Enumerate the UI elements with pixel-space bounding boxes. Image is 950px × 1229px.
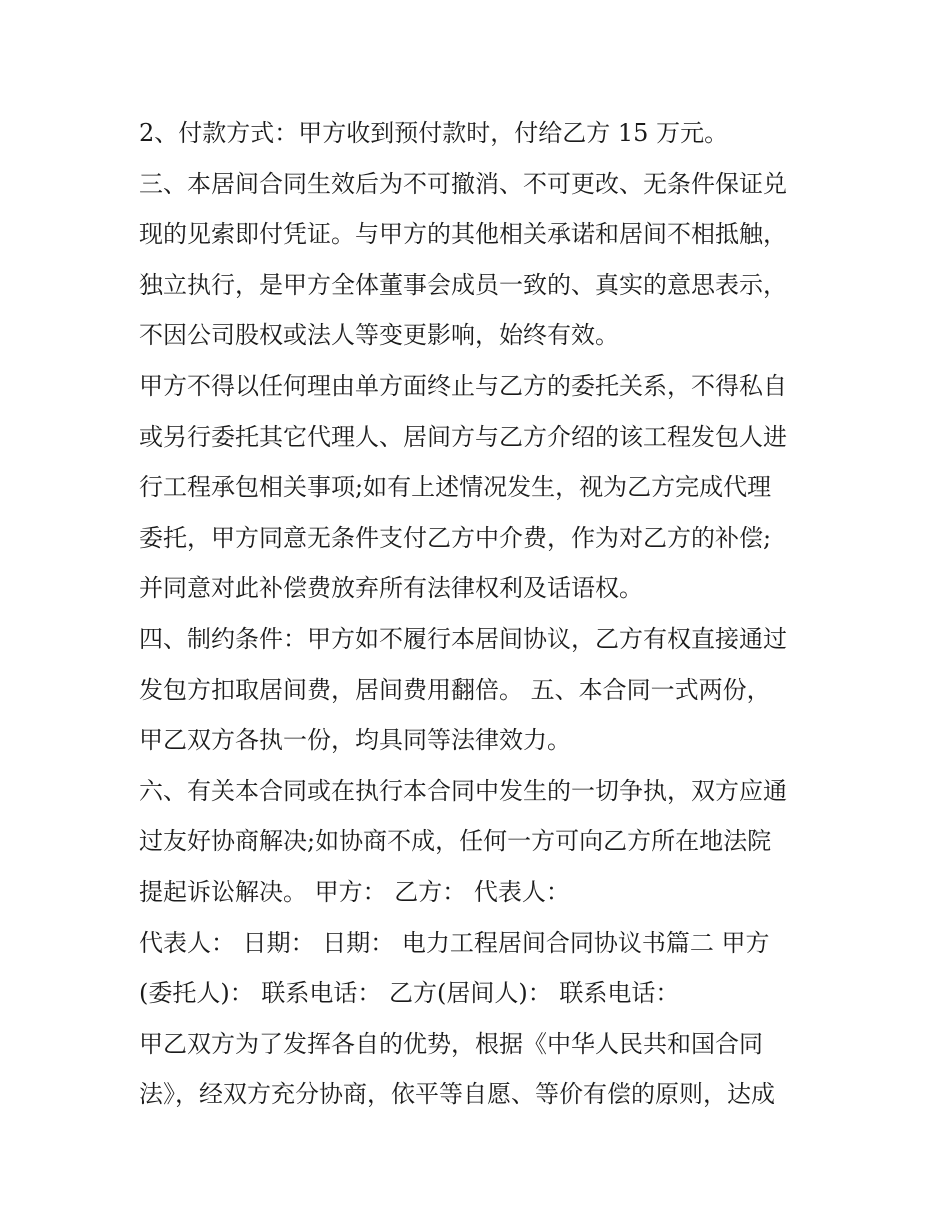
document-body bbox=[139, 108, 839, 1120]
text-line: 三、本居间合同生效后为不可撤消、不可更改、无条件保证兑 bbox=[139, 169, 787, 198]
text-line: 代表人： 日期： 日期： 电力工程居间合同协议书篇二 甲方 bbox=[139, 928, 770, 957]
text-line: 现的见索即付凭证。与甲方的其他相关承诺和居间不相抵触， bbox=[139, 220, 787, 249]
text-line: 并同意对此补偿费放弃所有法律权利及话语权。 bbox=[139, 574, 643, 603]
text-line: 甲方不得以任何理由单方面终止与乙方的委托关系，不得私自 bbox=[139, 371, 787, 400]
text-line: 六、有关本合同或在执行本合同中发生的一切争执，双方应通 bbox=[139, 776, 787, 805]
text-line: (委托人)： 联系电话： 乙方(居间人)： 联系电话： bbox=[139, 979, 680, 1008]
text-line: 甲乙双方为了发挥各自的优势，根据《中华人民共和国合同 bbox=[139, 1029, 763, 1058]
text-line: 2、付款方式：甲方收到预付款时，付给乙方 15 万元。 bbox=[139, 119, 729, 147]
text-line: 不因公司股权或法人等变更影响，始终有效。 bbox=[139, 321, 619, 350]
text-line: 独立执行，是甲方全体董事会成员一致的、真实的意思表示， bbox=[139, 270, 787, 299]
text-line: 或另行委托其它代理人、居间方与乙方介绍的该工程发包人进 bbox=[139, 422, 787, 451]
text-line: 委托，甲方同意无条件支付乙方中介费，作为对乙方的补偿; bbox=[139, 523, 772, 552]
text-line: 甲乙双方各执一份，均具同等法律效力。 bbox=[139, 726, 571, 755]
text-line: 四、制约条件：甲方如不履行本居间协议，乙方有权直接通过 bbox=[139, 624, 787, 653]
text-line: 行工程承包相关事项;如有上述情况发生，视为乙方完成代理 bbox=[139, 473, 772, 502]
text-line: 发包方扣取居间费，居间费用翻倍。 五、本合同一式两份， bbox=[139, 675, 771, 704]
text-line: 提起诉讼解决。 甲方： 乙方： 代表人： bbox=[139, 877, 570, 906]
text-line: 法》，经双方充分协商，依平等自愿、等价有偿的原则，达成 bbox=[139, 1080, 775, 1109]
text-line: 过友好协商解决;如协商不成，任何一方可向乙方所在地法院 bbox=[139, 827, 772, 856]
